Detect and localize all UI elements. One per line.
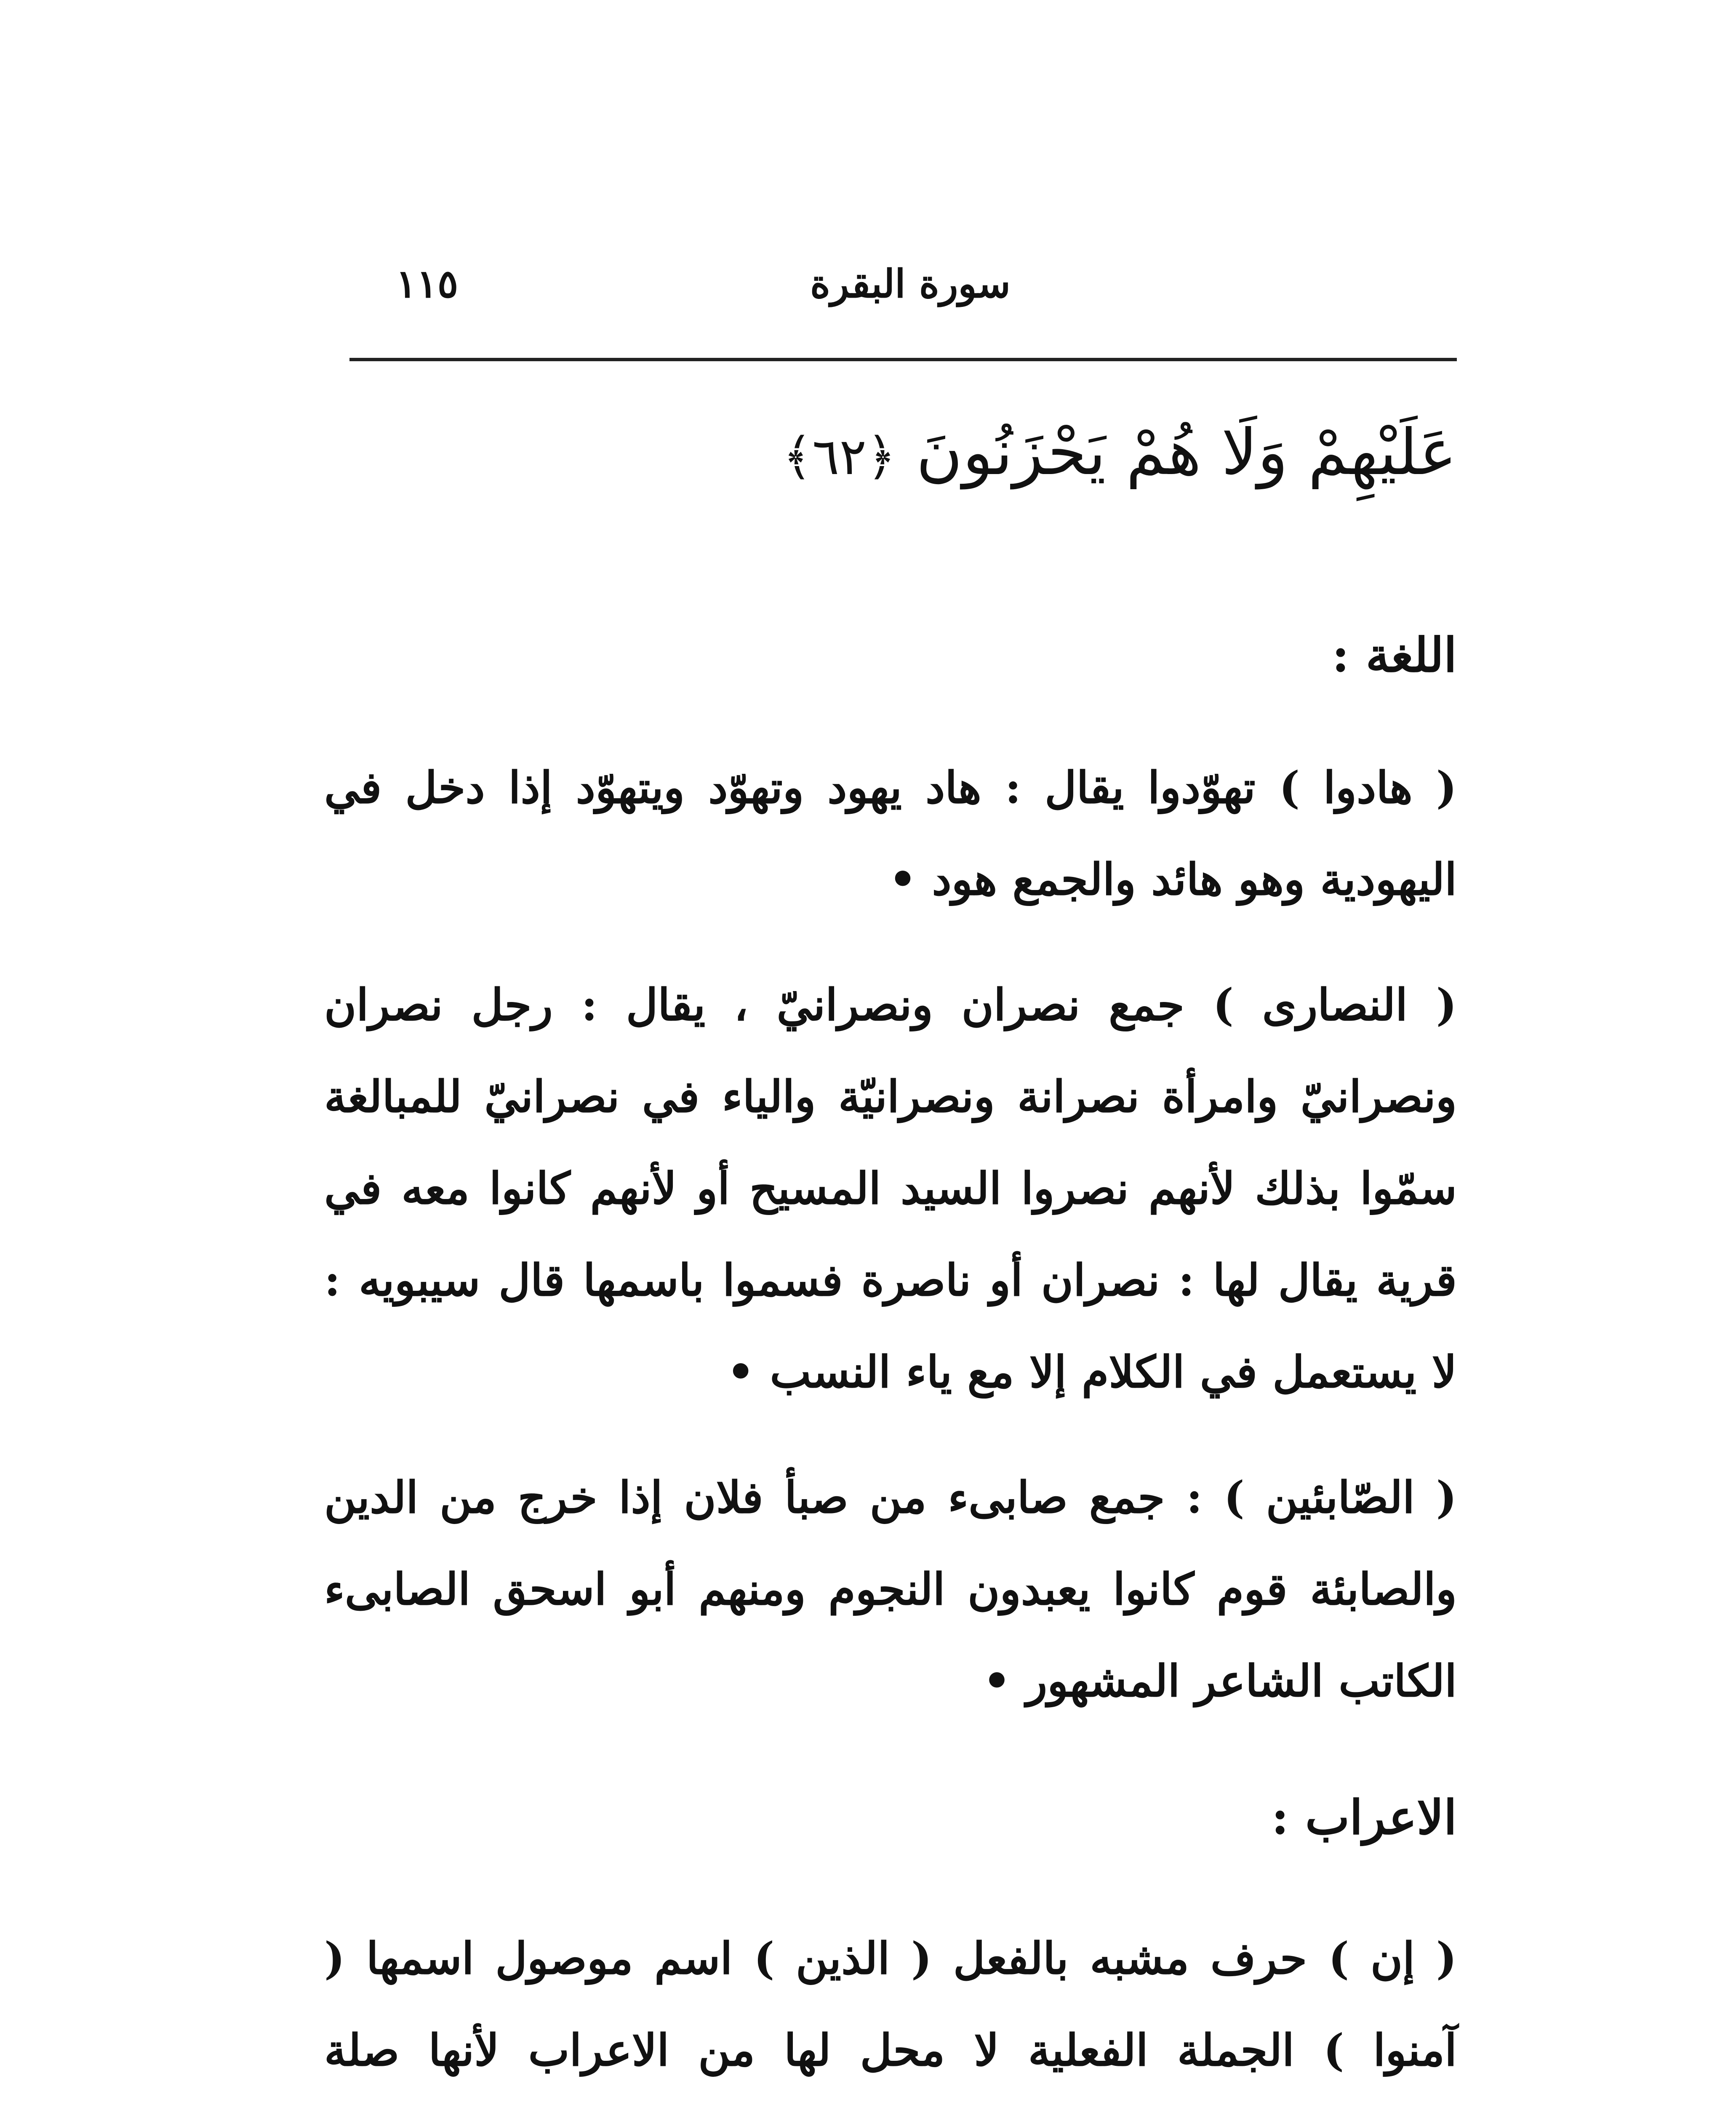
paragraph-hadu: ( هادوا ) تهوّدوا يقال : هاد يهود وتهوّد ويتهوّد إذا دخل في اليهودية وهو هائد والجمع هود • bbox=[324, 762, 1457, 905]
paragraph-irab: ( إن ) حرف مشبه بالفعل ( الذين ) اسم موصول اسمها ( آمنوا ) الجملة الفعلية لا محل لها من الاعراب لأنها صلة bbox=[324, 1932, 1457, 2076]
page-body bbox=[324, 404, 1457, 2105]
page-header bbox=[349, 261, 1457, 320]
paragraph-nasara: ( النصارى ) جمع نصران ونصرانيّ ، يقال : رجل نصران ونصرانيّ وامرأة نصرانة ونصرانيّة والياء في نصرانيّ للمبالغة سمّوا بذلك لأنهم نصروا السيد المسيح أو لأنهم كانوا معه في قرية يقال لها : نصران أو ناصرة فسموا باسمها قال سيبويه : لا يستعمل في الكلام إلا مع ياء النسب • bbox=[324, 979, 1457, 1398]
section-heading-irab: الاعراب : bbox=[1271, 1790, 1457, 1845]
quran-verse bbox=[324, 404, 1457, 506]
running-title: سورة البقرة bbox=[810, 261, 1011, 306]
verse-text: عَلَيْهِمْ وَلَا هُمْ يَحْزَنُونَ bbox=[916, 416, 1457, 489]
header-divider bbox=[349, 358, 1457, 361]
section-heading-lugha: اللغة : bbox=[1332, 628, 1457, 683]
page-number: ١١٥ bbox=[396, 261, 459, 306]
verse-number-marker: ﴿٦٢﴾ bbox=[782, 428, 896, 486]
paragraph-sabiin: ( الصّابئين ) : جمع صابىء من صبأ فلان إذا خرج من الدين والصابئة قوم كانوا يعبدون النجوم ومنهم أبو اسحق الصابىء الكاتب الشاعر المشهور • bbox=[324, 1471, 1457, 1707]
